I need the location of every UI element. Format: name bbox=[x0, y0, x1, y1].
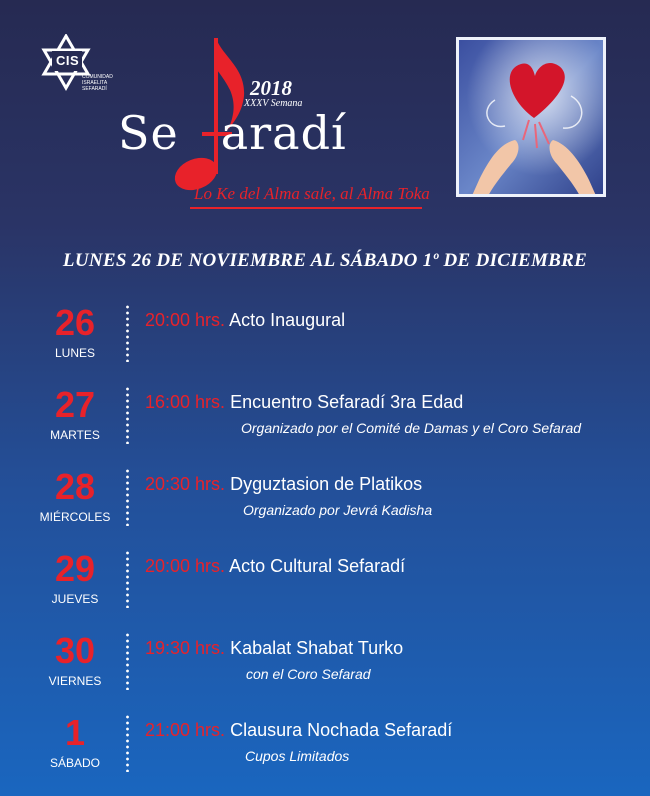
weekday-label: JUEVES bbox=[51, 592, 99, 606]
heart-hands-icon bbox=[459, 40, 606, 197]
event-subtitle: Organizado por Jevrá Kadisha bbox=[243, 502, 433, 518]
event-subtitle: Cupos Limitados bbox=[245, 748, 350, 764]
event-subtitle: con el Coro Sefarad bbox=[246, 666, 371, 682]
event-subtitle: Organizado por el Comité de Damas y el Coro Sefarad bbox=[241, 420, 582, 436]
event-time: 20:00 hrs. bbox=[145, 556, 226, 576]
logo-subtitle bbox=[82, 74, 113, 92]
dotted-divider bbox=[126, 714, 129, 772]
tagline: Lo Ke del Alma sale, al Alma Toka bbox=[194, 184, 430, 203]
weekday-label: VIERNES bbox=[48, 674, 102, 688]
event-time: 20:00 hrs. bbox=[145, 310, 226, 330]
logo-subtitle-line: SEFARADÍ bbox=[82, 86, 107, 92]
event-line bbox=[145, 556, 405, 577]
event-line bbox=[145, 474, 422, 495]
day-number: 29 bbox=[54, 548, 96, 589]
event-row bbox=[0, 632, 650, 712]
event-title-text: Encuentro Sefaradí 3ra Edad bbox=[230, 392, 464, 412]
dotted-divider bbox=[126, 550, 129, 608]
logo-subtitle-line: COMUNIDAD bbox=[82, 74, 113, 80]
event-time: 19:30 hrs. bbox=[145, 638, 226, 658]
dotted-divider bbox=[126, 386, 129, 444]
event-title bbox=[118, 106, 347, 160]
day-number: 30 bbox=[54, 630, 96, 671]
event-title-text: Clausura Nochada Sefaradí bbox=[230, 720, 453, 740]
event-title-text: Acto Cultural Sefaradí bbox=[229, 556, 406, 576]
heart-hands-artwork bbox=[456, 37, 606, 197]
event-row bbox=[0, 304, 650, 384]
event-year: 2018 bbox=[250, 76, 292, 100]
day-number: 27 bbox=[54, 384, 96, 425]
day-number: 26 bbox=[54, 302, 96, 343]
weekday-label: LUNES bbox=[54, 346, 95, 360]
dotted-divider bbox=[126, 304, 129, 362]
date-range-heading: LUNES 26 DE NOVIEMBRE AL SÁBADO 1º DE DICIEMBRE bbox=[62, 250, 588, 271]
event-line bbox=[145, 392, 463, 413]
event-time: 16:00 hrs. bbox=[145, 392, 226, 412]
event-time: 21:00 hrs. bbox=[145, 720, 226, 740]
logo-abbreviation: CIS bbox=[56, 53, 80, 68]
day-number: 28 bbox=[54, 466, 96, 507]
event-row bbox=[0, 714, 650, 794]
event-row bbox=[0, 550, 650, 630]
dotted-divider bbox=[126, 632, 129, 690]
dotted-divider bbox=[126, 468, 129, 526]
event-title-text: Acto Inaugural bbox=[229, 310, 346, 330]
cis-logo bbox=[26, 34, 121, 96]
event-time: 20:30 hrs. bbox=[145, 474, 226, 494]
weekday-label: MIÉRCOLES bbox=[39, 510, 111, 524]
weekday-label: SÁBADO bbox=[49, 756, 100, 770]
edition-label: XXXV Semana bbox=[244, 98, 303, 109]
title-part-1: Se bbox=[118, 106, 179, 160]
tagline-underline bbox=[190, 207, 422, 209]
event-line bbox=[145, 310, 345, 331]
event-row bbox=[0, 386, 650, 466]
event-row bbox=[0, 468, 650, 548]
weekday-label: MARTES bbox=[50, 428, 100, 442]
event-line bbox=[145, 720, 452, 741]
event-line bbox=[145, 638, 403, 659]
day-number: 1 bbox=[64, 712, 86, 753]
event-title-text: Dyguztasion de Platikos bbox=[230, 474, 423, 494]
event-title-text: Kabalat Shabat Turko bbox=[230, 638, 404, 658]
title-part-2: aradí bbox=[220, 106, 347, 160]
logo-subtitle-line: ISRAELITA bbox=[82, 80, 108, 86]
